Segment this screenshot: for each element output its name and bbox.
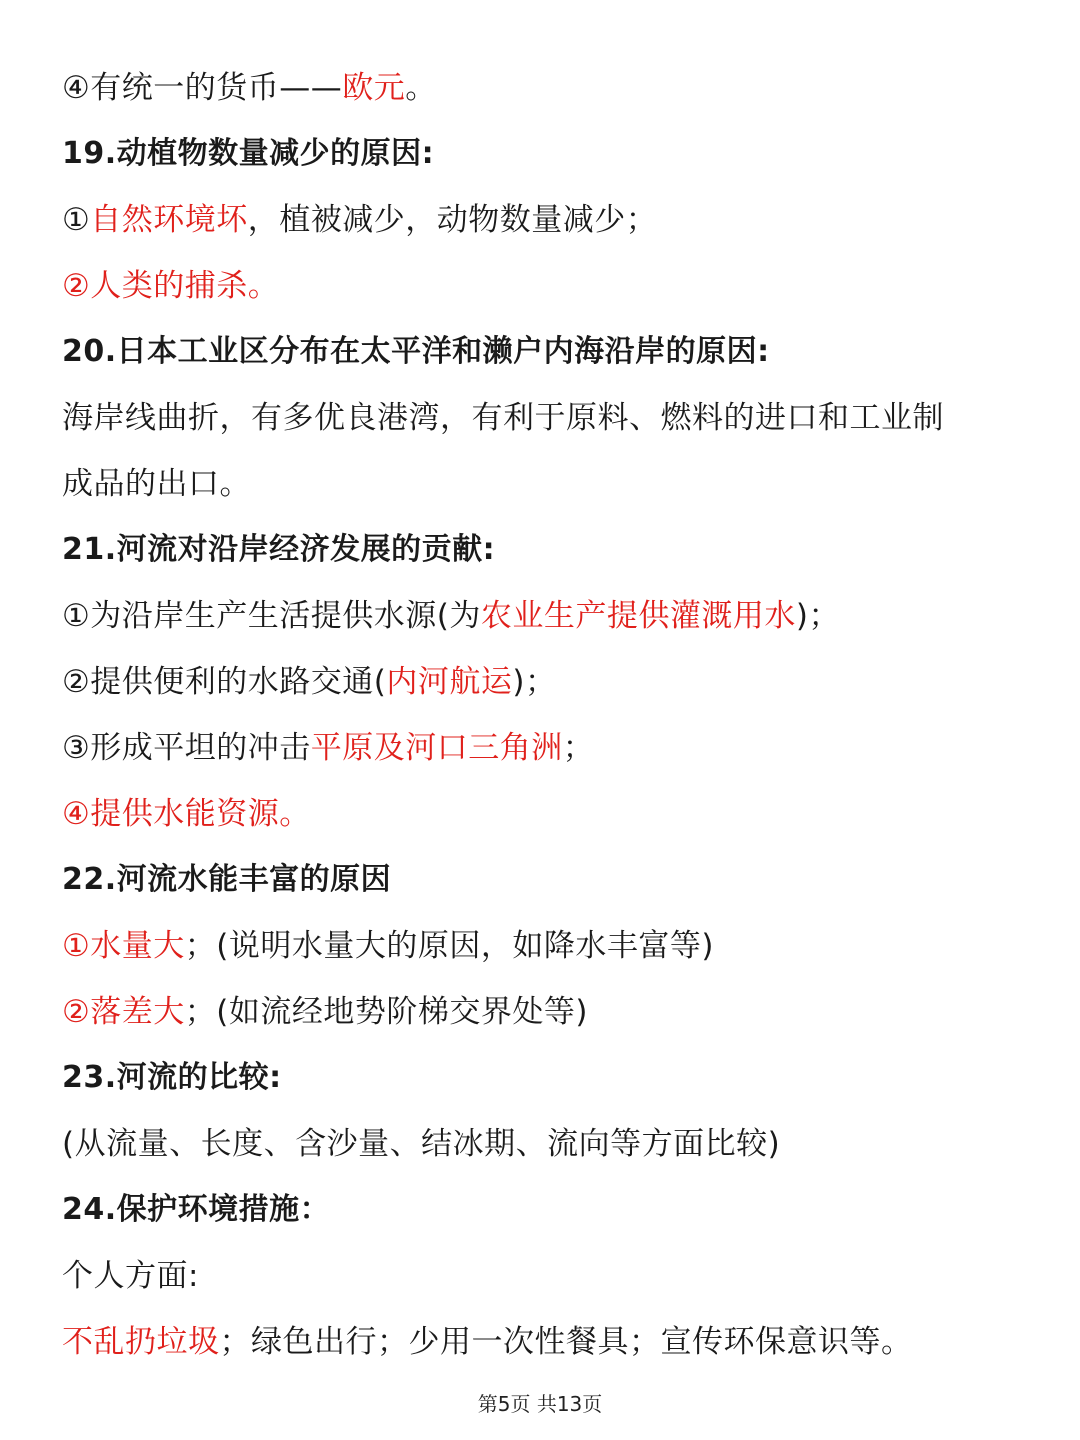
text-line — [62, 926, 1040, 966]
highlighted-text: 平原及河口三角洲 — [310, 730, 563, 766]
highlighted-text: 欧元 — [342, 70, 406, 106]
line-text: ；(说明水量大的原因，如降水丰富等) — [184, 928, 714, 964]
line-text: ②提供便利的水路交通( — [62, 664, 387, 700]
line-text: ① — [62, 202, 91, 238]
highlighted-text: 自然环境坏 — [90, 202, 248, 238]
section-heading — [62, 1058, 1040, 1098]
line-text: ，植被减少，动物数量减少； — [247, 202, 658, 238]
line-text: ；绿色出行；少用一次性餐具；宣传环保意识等。 — [219, 1324, 913, 1360]
line-text: ；(如流经地势阶梯交界处等) — [184, 994, 588, 1030]
text-line — [62, 728, 1040, 768]
line-text: 24.保护环境措施： — [62, 1192, 331, 1227]
highlighted-text: ①水量大 — [62, 928, 185, 964]
page-number: 第5页 共13页 — [477, 1392, 603, 1416]
highlighted-text: ②人类的捕杀。 — [62, 268, 280, 304]
line-text: 。 — [405, 70, 437, 106]
text-line — [62, 1322, 1040, 1362]
line-text: 22.河流水能丰富的原因 — [62, 862, 392, 897]
text-line — [62, 266, 1040, 306]
text-line — [62, 1256, 1040, 1296]
section-heading — [62, 530, 1040, 570]
line-text: )； — [512, 664, 557, 700]
line-text: (从流量、长度、含沙量、结冰期、流向等方面比较) — [62, 1126, 781, 1162]
text-line — [62, 596, 1040, 636]
text-line — [62, 398, 1040, 438]
line-text: 个人方面: — [62, 1258, 199, 1294]
line-text: 21.河流对沿岸经济发展的贡献: — [62, 532, 496, 567]
text-line — [62, 662, 1040, 702]
highlighted-text: ④提供水能资源。 — [62, 796, 311, 832]
highlighted-text: ②落差大 — [62, 994, 185, 1030]
section-heading — [62, 134, 1040, 174]
text-line — [62, 1124, 1040, 1164]
line-text: 20.日本工业区分布在太平洋和濑户内海沿岸的原因: — [62, 334, 770, 369]
section-heading — [62, 860, 1040, 900]
text-line — [62, 794, 1040, 834]
section-heading — [62, 332, 1040, 372]
highlighted-text: 农业生产提供灌溉用水 — [480, 598, 796, 634]
section-heading — [62, 1190, 1040, 1230]
line-text: ④有统一的货币—— — [62, 70, 343, 106]
line-text: ①为沿岸生产生活提供水源(为 — [62, 598, 481, 634]
line-text: ； — [562, 730, 595, 766]
text-line — [62, 992, 1040, 1032]
line-text: 19.动植物数量减少的原因: — [62, 136, 435, 171]
highlighted-text: 不乱扔垃圾 — [62, 1324, 220, 1360]
line-text: 海岸线曲折，有多优良港湾，有利于原料、燃料的进口和工业制 — [62, 400, 944, 436]
highlighted-text: 内河航运 — [386, 664, 513, 700]
text-line — [62, 200, 1040, 240]
line-text: ③形成平坦的冲击 — [62, 730, 311, 766]
line-text: 23.河流的比较: — [62, 1060, 282, 1095]
line-text: )； — [795, 598, 840, 634]
line-text: 成品的出口。 — [62, 466, 251, 502]
text-line — [62, 68, 1040, 108]
text-line — [62, 464, 1040, 504]
